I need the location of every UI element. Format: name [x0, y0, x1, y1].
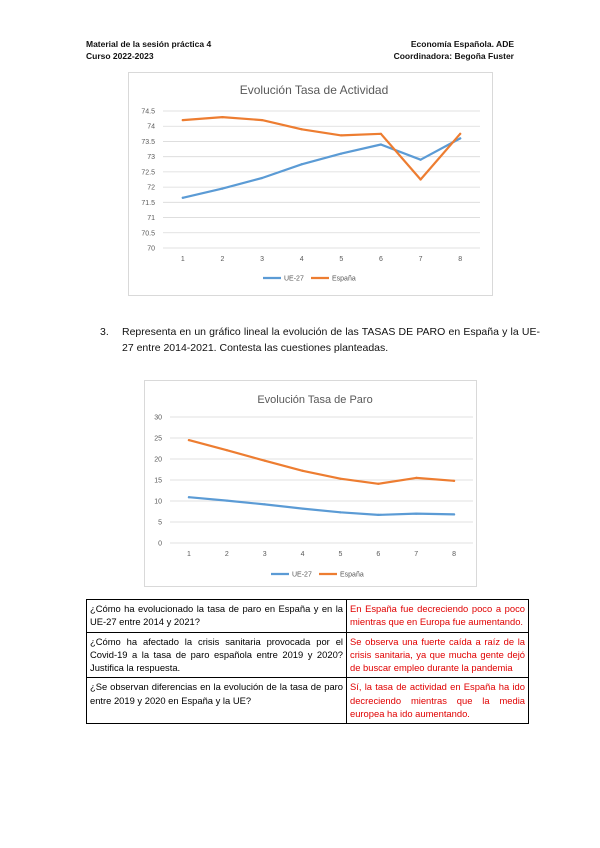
- data-point: [459, 137, 461, 139]
- qa-question-cell: ¿Se observan diferencias en la evolución de la tasa de paro entre 2019 y 2020 en España y la UE?: [87, 678, 347, 724]
- y-tick-label: 71: [147, 215, 155, 223]
- data-point: [264, 503, 266, 505]
- x-tick-label: 4: [300, 551, 305, 558]
- header-subject: Economía Española. ADE: [410, 39, 514, 49]
- x-tick-label: 2: [220, 256, 225, 263]
- data-point: [188, 439, 190, 441]
- data-point: [459, 133, 461, 135]
- y-tick-label: 74.5: [141, 108, 155, 116]
- data-point: [264, 460, 266, 462]
- x-tick-label: 1: [180, 256, 185, 263]
- y-tick-label: 25: [154, 435, 162, 443]
- header-material: Material de la sesión práctica 4: [86, 39, 212, 49]
- y-tick-label: 70: [147, 245, 155, 253]
- data-point: [226, 499, 228, 501]
- chart-title: Evolución Tasa de Paro: [257, 394, 373, 406]
- x-tick-label: 4: [299, 256, 304, 263]
- header-course: Curso 2022-2023: [86, 51, 154, 61]
- data-point: [419, 159, 421, 161]
- data-point: [301, 470, 303, 472]
- table-row: [87, 600, 529, 633]
- unemployment-rate-chart-svg: [145, 381, 476, 586]
- data-point: [415, 513, 417, 515]
- x-tick-label: 3: [262, 551, 267, 558]
- y-tick-label: 73: [147, 154, 155, 162]
- x-tick-label: 3: [260, 256, 265, 263]
- x-tick-label: 1: [186, 551, 191, 558]
- y-tick-label: 74: [147, 123, 155, 131]
- activity-rate-chart-svg: [129, 73, 492, 295]
- x-tick-label: 7: [414, 551, 419, 558]
- qa-table: [86, 599, 529, 724]
- data-point: [377, 514, 379, 516]
- x-tick-label: 2: [224, 551, 229, 558]
- y-tick-label: 70.5: [141, 230, 155, 238]
- chart-title: Evolución Tasa de Actividad: [239, 83, 389, 97]
- y-tick-label: 72: [147, 184, 155, 192]
- qa-answer-cell: Se observa una fuerte caída a raíz de la crisis sanitaria, ya que mucha gente dejó de buscar empleo durante la pandemia: [347, 632, 529, 678]
- y-tick-label: 10: [154, 498, 162, 506]
- x-tick-label: 5: [338, 551, 343, 558]
- data-point: [340, 153, 342, 155]
- data-point: [340, 134, 342, 136]
- y-tick-label: 20: [154, 456, 162, 464]
- series-line-ue27: [183, 138, 460, 197]
- data-point: [301, 507, 303, 509]
- data-point: [453, 513, 455, 515]
- table-row: [87, 632, 529, 678]
- x-tick-label: 6: [378, 256, 383, 263]
- y-tick-label: 72.5: [141, 169, 155, 177]
- y-tick-label: 15: [154, 477, 162, 485]
- y-tick-label: 5: [158, 519, 162, 527]
- qa-answer-cell: En España fue decreciendo poco a poco mientras que en Europa fue aumentando.: [347, 600, 529, 633]
- data-point: [188, 496, 190, 498]
- question-text: Representa en un gráfico lineal la evolución de las TASAS DE PARO en España y la UE-27 entre 2014-2021. Contesta las cuestiones planteadas.: [122, 326, 540, 354]
- data-point: [377, 483, 379, 485]
- y-tick-label: 0: [158, 540, 162, 548]
- legend-label: UE-27: [284, 275, 304, 283]
- data-point: [301, 128, 303, 130]
- question-number: 3.: [100, 326, 109, 338]
- data-point: [415, 477, 417, 479]
- data-point: [380, 143, 382, 145]
- data-point: [453, 480, 455, 482]
- data-point: [182, 197, 184, 199]
- legend-label: España: [332, 275, 356, 283]
- x-tick-label: 8: [452, 551, 457, 558]
- data-point: [301, 163, 303, 165]
- table-row: [87, 678, 529, 724]
- y-tick-label: 73.5: [141, 138, 155, 146]
- header-right: [394, 38, 514, 62]
- data-point: [182, 119, 184, 121]
- data-point: [221, 188, 223, 190]
- data-point: [261, 119, 263, 121]
- unemployment-rate-chart: [144, 380, 477, 587]
- series-line-espana: [189, 440, 454, 484]
- qa-question-cell: ¿Cómo ha afectado la crisis sanitaria provocada por el Covid-19 a la tasa de paro española entre 2019 y 2020? Justifica la respuesta.: [87, 632, 347, 678]
- data-point: [261, 177, 263, 179]
- y-tick-label: 30: [154, 414, 162, 422]
- data-point: [419, 178, 421, 180]
- legend-label: UE-27: [292, 571, 312, 579]
- series-line-ue27: [189, 497, 454, 515]
- data-point: [339, 478, 341, 480]
- data-point: [226, 449, 228, 451]
- data-point: [380, 133, 382, 135]
- activity-rate-chart: [128, 72, 493, 296]
- qa-question-cell: ¿Cómo ha evolucionado la tasa de paro en España y en la UE-27 entre 2014 y 2021?: [87, 600, 347, 633]
- data-point: [339, 511, 341, 513]
- legend-label: España: [340, 571, 364, 579]
- qa-answer-cell: Sí, la tasa de actividad en España ha ido decreciendo mientras que la media europea ha ido aumentando.: [347, 678, 529, 724]
- x-tick-label: 5: [339, 256, 344, 263]
- header-coordinator: Coordinadora: Begoña Fuster: [393, 51, 514, 61]
- x-tick-label: 6: [376, 551, 381, 558]
- x-tick-label: 8: [458, 256, 463, 263]
- data-point: [221, 116, 223, 118]
- question-3: [100, 324, 540, 356]
- y-tick-label: 71.5: [141, 199, 155, 207]
- header-left: [86, 38, 211, 62]
- x-tick-label: 7: [418, 256, 423, 263]
